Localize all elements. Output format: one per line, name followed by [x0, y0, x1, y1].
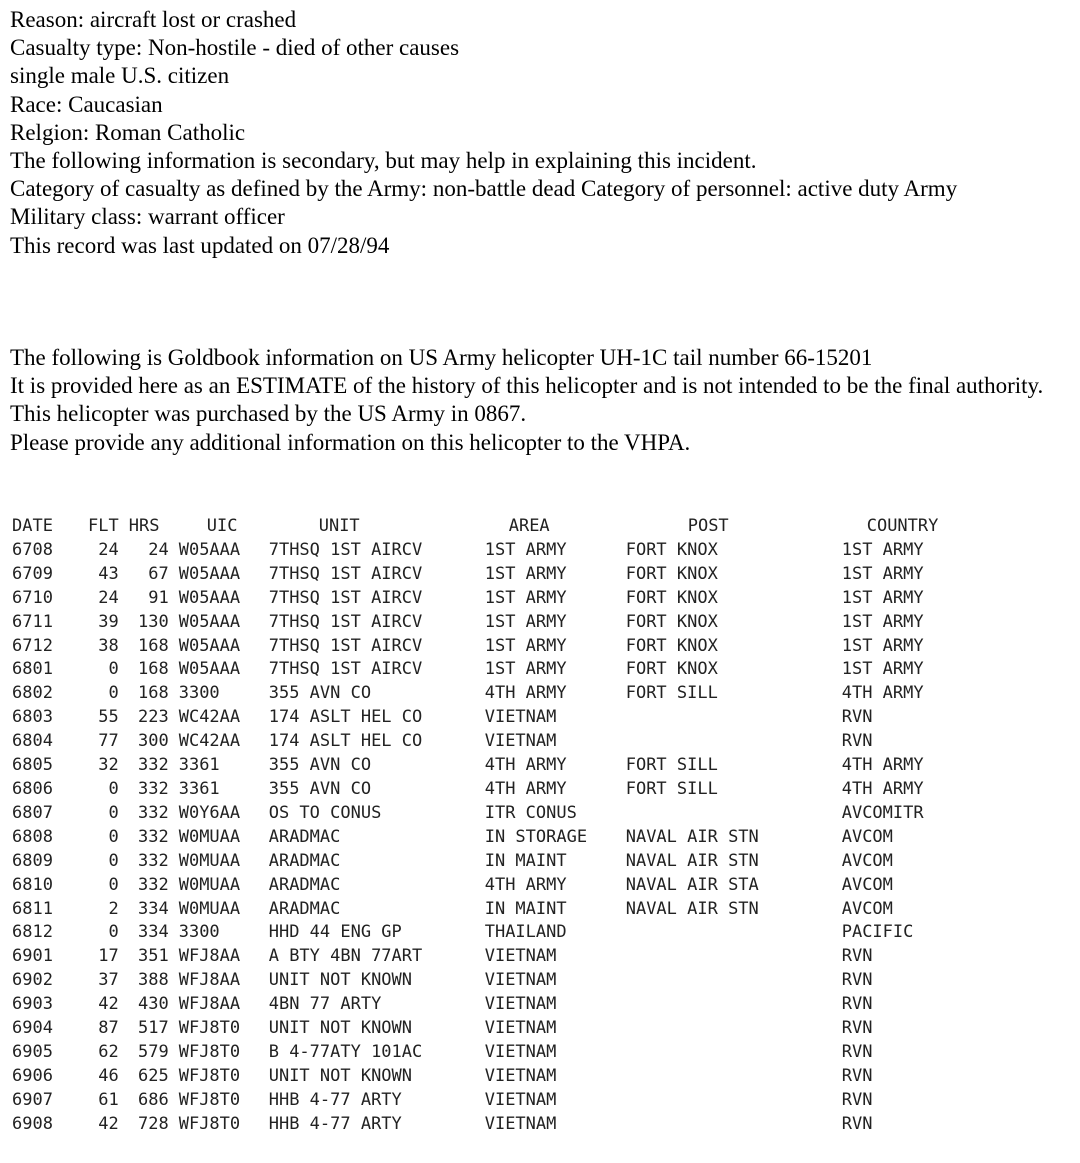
cell-unit: 7THSQ 1ST AIRCV: [268, 539, 423, 560]
cell-hrs: 334: [138, 898, 169, 919]
cell-area: IN MAINT: [484, 850, 567, 871]
cell-country: 1ST ARMY: [841, 659, 924, 680]
cell-post: [626, 993, 842, 1017]
table-row: [12, 635, 992, 659]
cell-country: RVN: [841, 707, 873, 728]
cell-date: 6801: [12, 659, 53, 680]
goldbook-intro-line: The following is Goldbook information on US Army helicopter UH-1C tail number 66-15201: [10, 345, 873, 370]
cell-uic: W05AAA: [178, 539, 241, 560]
cell-post: FORT SILL: [625, 755, 718, 776]
cell-flt: 46: [98, 1065, 119, 1086]
cell-hrs: 168: [138, 683, 169, 704]
cell-post: NAVAL AIR STN: [625, 850, 759, 871]
cell-uic: WC42AA: [178, 731, 241, 752]
cell-hrs: 430: [138, 994, 169, 1015]
table-row: [12, 706, 992, 730]
cell-post: [626, 1041, 842, 1065]
cell-hrs: 332: [138, 850, 169, 871]
cell-unit: 7THSQ 1ST AIRCV: [268, 563, 423, 584]
cell-country: AVCOM: [841, 874, 893, 895]
cell-country: RVN: [841, 1065, 873, 1086]
header-date: DATE: [12, 516, 53, 536]
cell-country: RVN: [841, 1113, 873, 1134]
cell-uic: W05AAA: [178, 611, 241, 632]
purchase-line: This helicopter was purchased by the US Army in 0867.: [10, 401, 527, 427]
cell-uic: W05AAA: [178, 587, 241, 608]
cell-hrs: 130: [138, 611, 169, 632]
cell-country: RVN: [841, 731, 873, 752]
cell-flt: 24: [98, 539, 119, 560]
cell-area: 1ST ARMY: [484, 659, 567, 680]
cell-area: 4TH ARMY: [484, 874, 567, 895]
cell-post: FORT SILL: [625, 778, 718, 799]
cell-country: RVN: [841, 994, 873, 1015]
cell-unit: OS TO CONUS: [268, 802, 382, 823]
cell-post: NAVAL AIR STA: [625, 874, 759, 895]
cell-uic: WFJ8T0: [178, 1041, 241, 1062]
cell-flt: 0: [108, 778, 119, 799]
cell-uic: 3300: [178, 683, 220, 704]
cell-flt: 55: [98, 707, 119, 728]
cell-country: 4TH ARMY: [841, 778, 924, 799]
cell-hrs: 351: [138, 946, 169, 967]
cell-uic: W0Y6AA: [178, 802, 241, 823]
cell-post: FORT KNOX: [625, 611, 718, 632]
cell-unit: 355 AVN CO: [268, 683, 372, 704]
cell-hrs: 300: [138, 731, 169, 752]
table-row: [12, 730, 992, 754]
religion-line: Relgion: Roman Catholic: [10, 119, 246, 145]
cell-uic: W0MUAA: [178, 898, 241, 919]
table-row: [12, 1065, 992, 1089]
cell-unit: HHB 4-77 ARTY: [268, 1113, 402, 1134]
casualty-category-line: Category of casualty as defined by the Army: non-battle dead Category of personnel: active duty Army: [10, 176, 958, 202]
cell-uic: WFJ8T0: [178, 1089, 241, 1110]
table-row: [12, 874, 992, 898]
vhpa-request-line: Please provide any additional information on this helicopter to the VHPA.: [10, 429, 691, 455]
cell-date: 6810: [12, 874, 53, 895]
cell-area: 1ST ARMY: [484, 587, 567, 608]
table-row: [12, 563, 992, 587]
cell-flt: 2: [108, 898, 119, 919]
cell-area: VIETNAM: [484, 1065, 557, 1086]
cell-area: VIETNAM: [484, 707, 557, 728]
cell-unit: 174 ASLT HEL CO: [268, 707, 423, 728]
table-row: [12, 802, 992, 826]
cell-area: VIETNAM: [484, 970, 557, 991]
cell-unit: A BTY 4BN 77ART: [268, 946, 423, 967]
cell-uic: WFJ8T0: [178, 1113, 241, 1134]
cell-hrs: 332: [138, 802, 169, 823]
marital-citizenship-line: single male U.S. citizen: [10, 63, 230, 89]
cell-area: 4TH ARMY: [484, 755, 567, 776]
cell-post: [626, 802, 842, 826]
cell-uic: W0MUAA: [178, 850, 241, 871]
cell-date: 6806: [12, 778, 53, 799]
cell-hrs: 332: [138, 874, 169, 895]
cell-flt: 0: [108, 659, 119, 680]
cell-uic: W0MUAA: [178, 826, 241, 847]
cell-hrs: 686: [138, 1089, 169, 1110]
cell-country: 1ST ARMY: [841, 563, 924, 584]
cell-flt: 0: [108, 802, 119, 823]
cell-flt: 38: [98, 635, 119, 656]
cell-unit: HHD 44 ENG GP: [268, 922, 402, 943]
cell-flt: 0: [108, 683, 119, 704]
cell-country: RVN: [841, 1041, 873, 1062]
cell-date: 6807: [12, 802, 53, 823]
table-row: [12, 539, 992, 563]
military-class-line: Military class: warrant officer: [10, 204, 285, 230]
cell-unit: 7THSQ 1ST AIRCV: [268, 635, 423, 656]
cell-hrs: 517: [138, 1018, 169, 1039]
cell-post: FORT KNOX: [625, 635, 718, 656]
cell-post: NAVAL AIR STN: [625, 826, 759, 847]
table-row: [12, 826, 992, 850]
cell-unit: 355 AVN CO: [268, 778, 372, 799]
cell-hrs: 332: [138, 826, 169, 847]
casualty-record: [10, 6, 1078, 260]
cell-hrs: 728: [138, 1113, 169, 1134]
cell-date: 6711: [12, 611, 53, 632]
cell-country: 1ST ARMY: [841, 539, 924, 560]
cell-area: 1ST ARMY: [484, 611, 567, 632]
header-uic: UIC: [206, 516, 238, 536]
cell-post: FORT KNOX: [625, 659, 718, 680]
cell-country: AVCOM: [841, 850, 893, 871]
cell-post: FORT KNOX: [625, 587, 718, 608]
cell-uic: WFJ8T0: [178, 1065, 241, 1086]
cell-country: RVN: [841, 970, 873, 991]
cell-uic: 3361: [178, 755, 220, 776]
cell-flt: 39: [98, 611, 119, 632]
cell-uic: W0MUAA: [178, 874, 241, 895]
cell-flt: 24: [98, 587, 119, 608]
cell-post: [626, 945, 842, 969]
cell-date: 6708: [12, 539, 53, 560]
cell-date: 6905: [12, 1041, 53, 1062]
cell-date: 6904: [12, 1018, 53, 1039]
cell-hrs: 24: [148, 539, 169, 560]
table-row: [12, 587, 992, 611]
cell-date: 6709: [12, 563, 53, 584]
cell-flt: 32: [98, 755, 119, 776]
cell-uic: W05AAA: [178, 635, 241, 656]
cell-country: 4TH ARMY: [841, 683, 924, 704]
cell-date: 6903: [12, 994, 53, 1015]
cell-post: [626, 969, 842, 993]
cell-date: 6710: [12, 587, 53, 608]
cell-flt: 77: [98, 731, 119, 752]
header-area: AREA: [508, 516, 550, 536]
cell-area: VIETNAM: [484, 1041, 557, 1062]
reason-line: Reason: aircraft lost or crashed: [10, 7, 297, 32]
header-unit: UNIT: [318, 516, 360, 536]
cell-date: 6812: [12, 922, 53, 943]
cell-flt: 37: [98, 970, 119, 991]
cell-country: AVCOM: [841, 898, 893, 919]
last-updated-line: This record was last updated on 07/28/94: [10, 232, 390, 258]
cell-country: RVN: [841, 946, 873, 967]
cell-country: AVCOM: [841, 826, 893, 847]
table-row: [12, 611, 992, 635]
header-hrs: HRS: [128, 516, 160, 536]
cell-unit: UNIT NOT KNOWN: [268, 970, 413, 991]
cell-area: 1ST ARMY: [484, 539, 567, 560]
cell-post: FORT SILL: [625, 683, 718, 704]
cell-unit: UNIT NOT KNOWN: [268, 1018, 413, 1039]
cell-area: IN STORAGE: [484, 826, 588, 847]
cell-area: IN MAINT: [484, 898, 567, 919]
cell-date: 6803: [12, 707, 53, 728]
cell-uic: W05AAA: [178, 563, 241, 584]
cell-date: 6908: [12, 1113, 53, 1134]
cell-unit: ARADMAC: [268, 850, 341, 871]
table-row: [12, 1113, 992, 1137]
cell-country: RVN: [841, 1089, 873, 1110]
table-row: [12, 778, 992, 802]
cell-date: 6802: [12, 683, 53, 704]
cell-date: 6808: [12, 826, 53, 847]
cell-post: FORT KNOX: [625, 539, 718, 560]
secondary-info-line: The following information is secondary, but may help in explaining this incident.: [10, 148, 757, 174]
cell-unit: HHB 4-77 ARTY: [268, 1089, 402, 1110]
cell-flt: 61: [98, 1089, 119, 1110]
cell-date: 6712: [12, 635, 53, 656]
cell-date: 6811: [12, 898, 53, 919]
cell-country: 1ST ARMY: [841, 611, 924, 632]
goldbook-intro: [10, 344, 1074, 457]
cell-area: THAILAND: [484, 922, 567, 943]
cell-area: VIETNAM: [484, 1089, 557, 1110]
table-row: [12, 921, 992, 945]
cell-flt: 0: [108, 874, 119, 895]
table-header-row: [12, 515, 992, 539]
cell-flt: 42: [98, 1113, 119, 1134]
cell-country: 1ST ARMY: [841, 587, 924, 608]
cell-unit: 7THSQ 1ST AIRCV: [268, 587, 423, 608]
cell-post: [626, 1113, 842, 1137]
cell-area: 1ST ARMY: [484, 563, 567, 584]
cell-area: VIETNAM: [484, 946, 557, 967]
cell-post: [626, 1065, 842, 1089]
cell-uic: WC42AA: [178, 707, 241, 728]
header-post: POST: [687, 516, 729, 536]
cell-post: [626, 706, 842, 730]
race-line: Race: Caucasian: [10, 91, 163, 117]
helicopter-history-table: [12, 515, 992, 1137]
cell-unit: 174 ASLT HEL CO: [268, 731, 423, 752]
cell-flt: 0: [108, 850, 119, 871]
cell-flt: 62: [98, 1041, 119, 1062]
cell-unit: ARADMAC: [268, 826, 341, 847]
cell-unit: ARADMAC: [268, 874, 341, 895]
table-row: [12, 1041, 992, 1065]
cell-uic: WFJ8T0: [178, 1018, 241, 1039]
cell-date: 6902: [12, 970, 53, 991]
table-row: [12, 1089, 992, 1113]
cell-uic: WFJ8AA: [178, 994, 241, 1015]
table-row: [12, 658, 992, 682]
cell-date: 6805: [12, 755, 53, 776]
cell-unit: B 4-77ATY 101AC: [268, 1041, 423, 1062]
cell-post: [626, 1017, 842, 1041]
cell-country: RVN: [841, 1018, 873, 1039]
table-row: [12, 945, 992, 969]
cell-hrs: 223: [138, 707, 169, 728]
cell-date: 6901: [12, 946, 53, 967]
casualty-type-line: Casualty type: Non-hostile - died of other causes: [10, 35, 460, 61]
cell-unit: 7THSQ 1ST AIRCV: [268, 611, 423, 632]
cell-country: 1ST ARMY: [841, 635, 924, 656]
cell-flt: 17: [98, 946, 119, 967]
cell-area: VIETNAM: [484, 994, 557, 1015]
cell-hrs: 334: [138, 922, 169, 943]
cell-post: FORT KNOX: [625, 563, 718, 584]
header-flt: FLT: [88, 516, 119, 536]
cell-hrs: 67: [148, 563, 169, 584]
cell-country: PACIFIC: [841, 922, 914, 943]
cell-uic: 3361: [178, 778, 220, 799]
cell-hrs: 168: [138, 659, 169, 680]
table-body: [12, 539, 992, 1137]
estimate-disclaimer: It is provided here as an ESTIMATE of the history of this helicopter and is not intended to be the final authority.: [10, 373, 1044, 399]
table-row: [12, 754, 992, 778]
cell-uic: WFJ8AA: [178, 970, 241, 991]
table-row: [12, 850, 992, 874]
header-country: COUNTRY: [866, 516, 939, 536]
cell-uic: 3300: [178, 922, 220, 943]
cell-uic: WFJ8AA: [178, 946, 241, 967]
cell-flt: 42: [98, 994, 119, 1015]
cell-area: 4TH ARMY: [484, 683, 567, 704]
cell-flt: 43: [98, 563, 119, 584]
cell-date: 6804: [12, 731, 53, 752]
table-row: [12, 969, 992, 993]
table-row: [12, 898, 992, 922]
table-row: [12, 682, 992, 706]
cell-post: [626, 730, 842, 754]
cell-country: 4TH ARMY: [841, 755, 924, 776]
cell-unit: 355 AVN CO: [268, 755, 372, 776]
cell-country: AVCOMITR: [841, 802, 924, 823]
cell-post: [626, 1089, 842, 1113]
cell-area: ITR CONUS: [484, 802, 577, 823]
cell-area: VIETNAM: [484, 1113, 557, 1134]
cell-hrs: 332: [138, 778, 169, 799]
cell-flt: 87: [98, 1018, 119, 1039]
cell-hrs: 168: [138, 635, 169, 656]
cell-hrs: 332: [138, 755, 169, 776]
cell-flt: 0: [108, 826, 119, 847]
cell-area: VIETNAM: [484, 1018, 557, 1039]
table-row: [12, 993, 992, 1017]
cell-area: VIETNAM: [484, 731, 557, 752]
cell-unit: ARADMAC: [268, 898, 341, 919]
cell-hrs: 579: [138, 1041, 169, 1062]
cell-hrs: 388: [138, 970, 169, 991]
cell-hrs: 91: [148, 587, 169, 608]
cell-area: 4TH ARMY: [484, 778, 567, 799]
cell-flt: 0: [108, 922, 119, 943]
cell-unit: 4BN 77 ARTY: [268, 994, 382, 1015]
cell-date: 6906: [12, 1065, 53, 1086]
cell-date: 6907: [12, 1089, 53, 1110]
cell-date: 6809: [12, 850, 53, 871]
cell-unit: UNIT NOT KNOWN: [268, 1065, 413, 1086]
cell-unit: 7THSQ 1ST AIRCV: [268, 659, 423, 680]
table-row: [12, 1017, 992, 1041]
cell-post: [626, 921, 842, 945]
cell-hrs: 625: [138, 1065, 169, 1086]
cell-uic: W05AAA: [178, 659, 241, 680]
cell-area: 1ST ARMY: [484, 635, 567, 656]
cell-post: NAVAL AIR STN: [625, 898, 759, 919]
